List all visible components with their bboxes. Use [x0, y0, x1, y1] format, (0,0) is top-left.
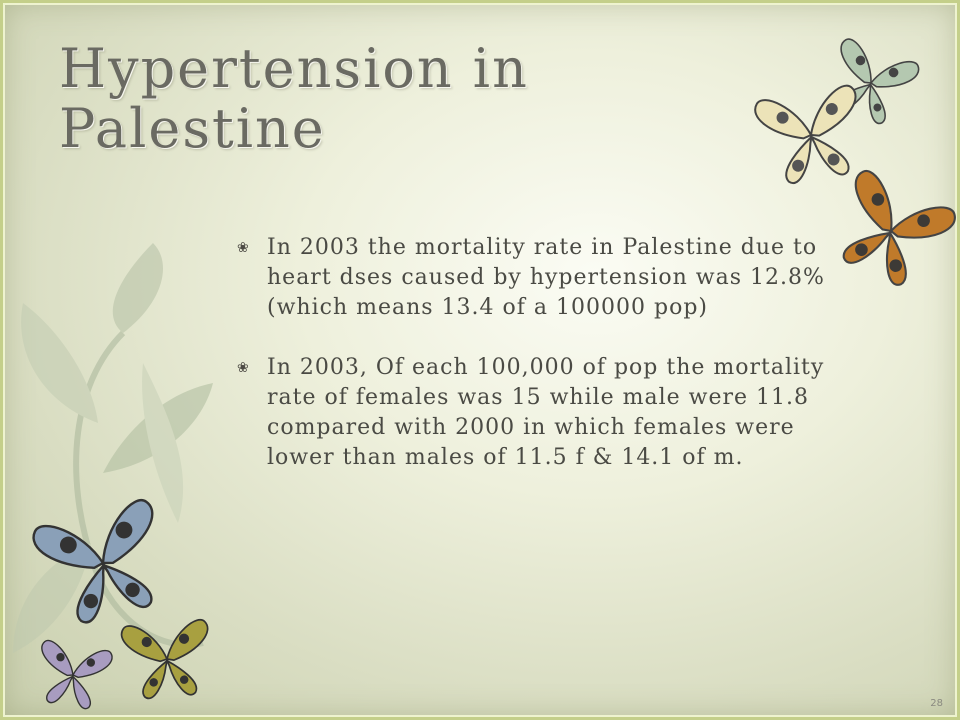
butterfly-icon — [823, 168, 957, 296]
bullet-text: In 2003 the mortality rate in Palestine due to heart dses caused by hypertension was 12.8% (which means 13.4 of a 100000 pop) — [267, 235, 825, 320]
butterfly-icon — [754, 84, 869, 187]
bullet-item — [231, 353, 831, 473]
page-number: 28 — [930, 698, 943, 709]
bullet-text: In 2003, Of each 100,000 of pop the mortality rate of females was 15 while male were 11.8 compared with 2000 in which females were lower than males of 11.5 f & 14.1 of m. — [267, 355, 825, 470]
leaf-bullet-icon: ❀ — [237, 360, 250, 376]
leaf-bullet-icon: ❀ — [237, 240, 250, 256]
slide-title-line-1: Hypertension in — [59, 37, 529, 100]
butterfly-icon — [33, 639, 114, 711]
bullet-list — [231, 233, 831, 503]
vine-leaves-decoration — [13, 243, 213, 653]
bullet-item — [231, 233, 831, 323]
slide-title-line-2: Palestine — [59, 97, 326, 160]
butterfly-icon — [121, 619, 213, 700]
slide-title — [59, 39, 679, 159]
